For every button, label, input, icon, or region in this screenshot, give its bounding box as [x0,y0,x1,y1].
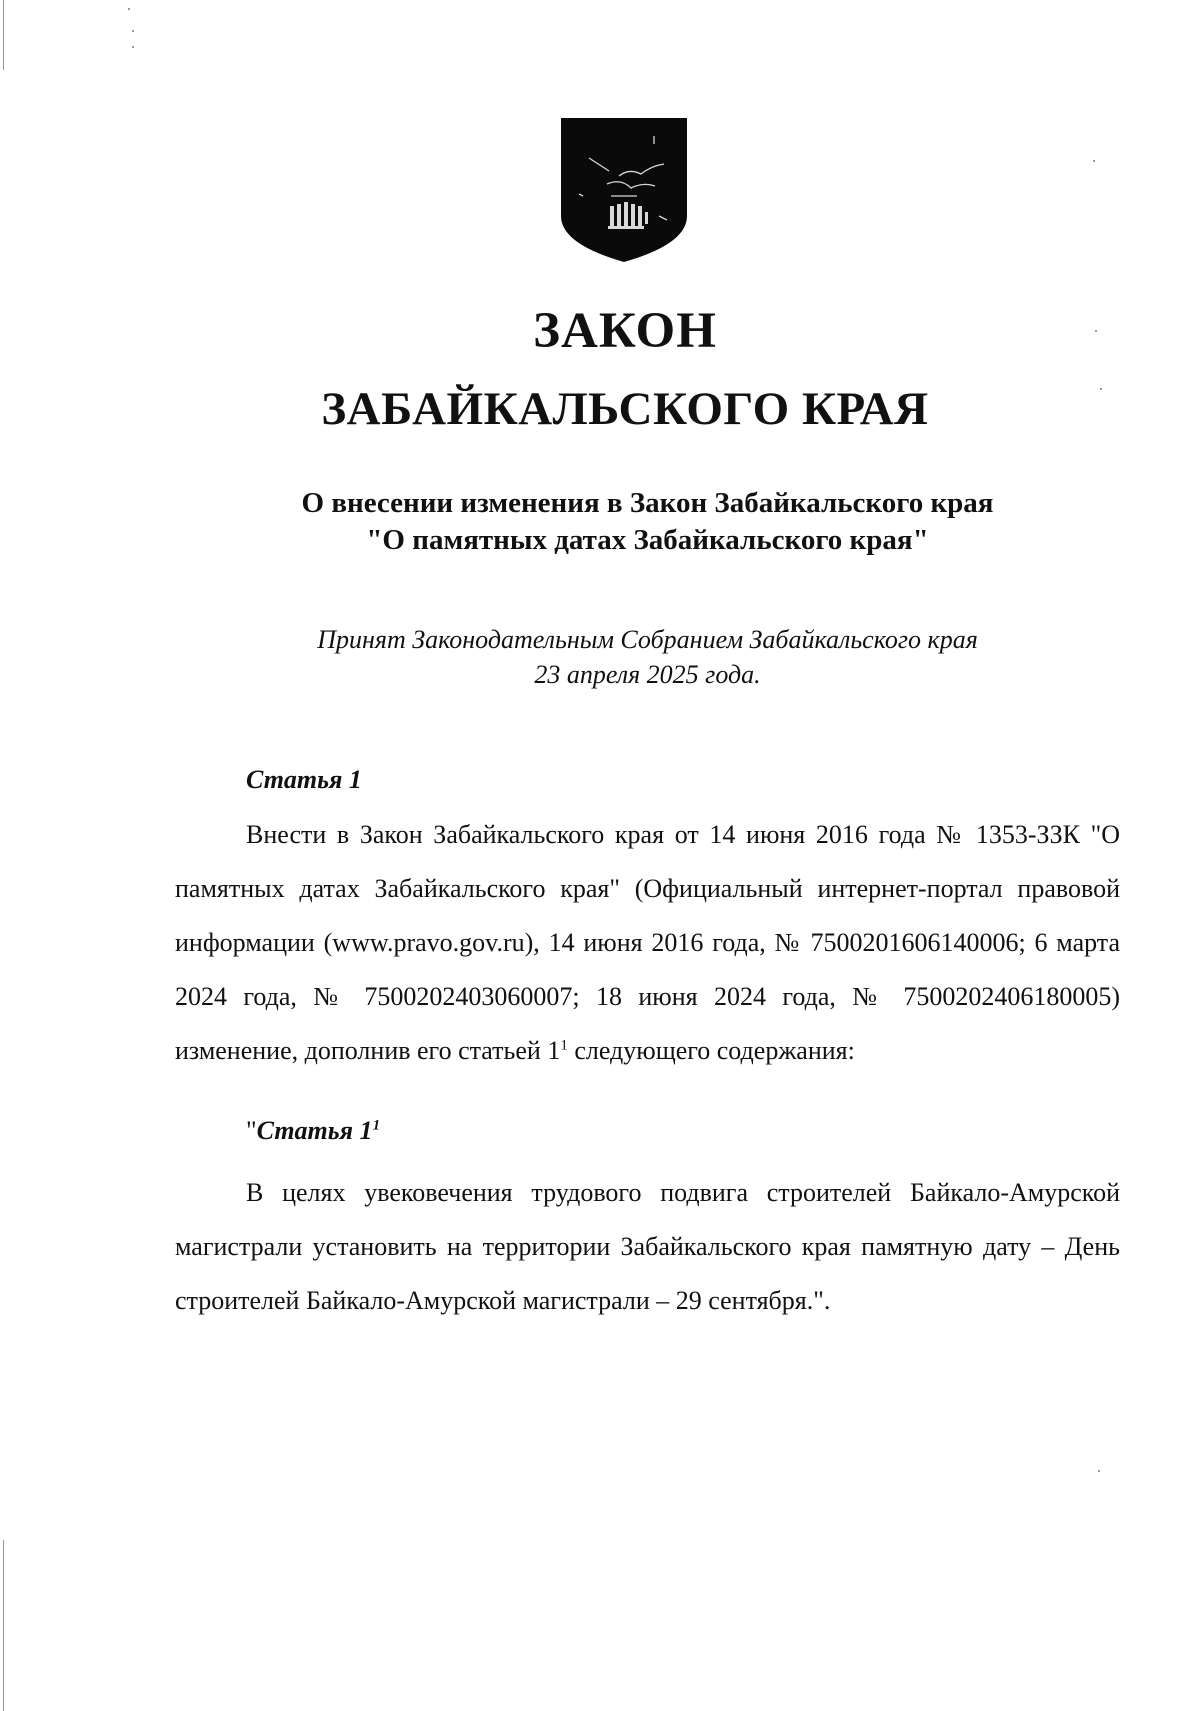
scan-margin-line [3,0,4,70]
scan-speck [132,46,134,48]
article-body-text: Внести в Закон Забайкальского края от 14 июня 2016 года № 1353-ЗЗК "О памятных датах Забайкальского края" (Официальный интернет-портал правовой информации (www.pravo.gov.ru), 14 июня 2016 года, № 7500201606140006; 6 марта 2024 года, № 7500202403060007; 18 июня 2024 года, № 7500202406180005) изменение, дополнив его статьей 1 [175,820,1120,1065]
adoption-date: 23 апреля 2025 года. [534,660,761,689]
new-article-superscript: 1 [372,1117,381,1134]
new-article-body-text: В целях увековечения трудового подвига строителей Байкало-Амурской магистрали установить на территории Забайкальского края памятную дату – День строителей Байкало-Амурской магистрали – 29 сентября.". [175,1178,1120,1315]
law-heading-line: О внесении изменения в Закон Забайкальского края [301,487,994,519]
law-heading [0,485,1200,559]
scan-margin-line [3,1540,4,1711]
adoption-note [0,622,1200,692]
adoption-note-line: Принят Законодательным Собранием Забайкальского края [317,625,978,654]
law-title: ЗАКОН [533,303,717,359]
article-body-text-end: следующего содержания: [567,1036,855,1065]
coat-of-arms-emblem [559,116,689,264]
scan-speck [1098,1470,1100,1472]
law-heading-line: "О памятных датах Забайкальского края" [366,524,929,556]
new-article-title [246,1116,380,1146]
scan-speck [128,8,130,10]
article-superscript: 1 [560,1037,568,1054]
new-article-title-text: Статья 1 [256,1116,373,1145]
article-body [175,808,1120,1078]
new-article-body [175,1166,1120,1328]
scan-speck [1093,160,1095,162]
law-region-title: ЗАБАЙКАЛЬСКОГО КРАЯ [321,383,929,435]
article-title: Статья 1 [246,765,362,794]
quote-mark: " [246,1116,257,1145]
scan-speck [132,30,134,32]
